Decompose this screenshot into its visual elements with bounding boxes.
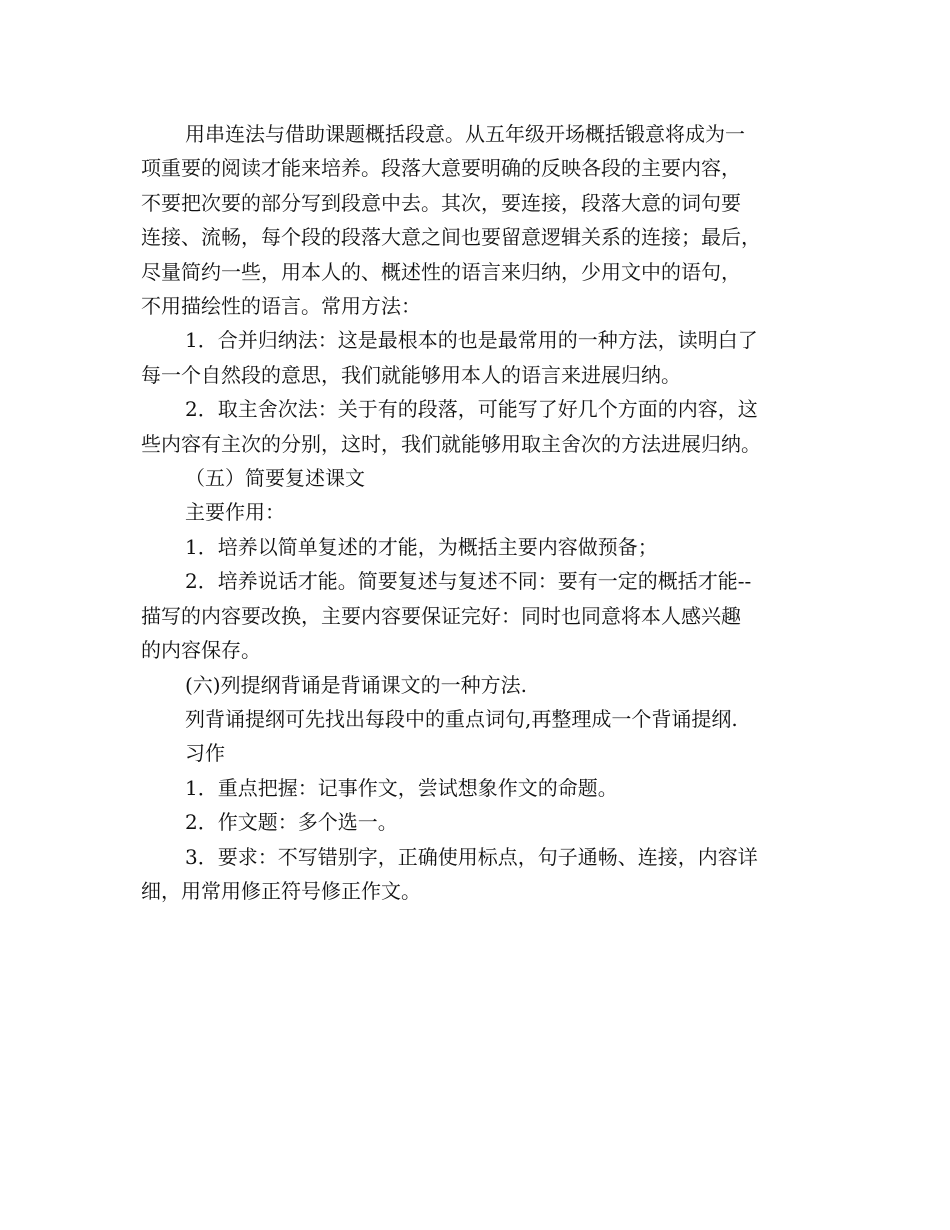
text-line: 2．培养说话才能。简要复述与复述不同：要有一定的概括才能-- <box>185 569 752 594</box>
text-line: 不用描绘性的语言。常用方法： <box>141 294 421 319</box>
text-line: （五）简要复述课文 <box>185 466 365 491</box>
paragraph-outline <box>141 702 821 736</box>
text-line: 尽量简约一些，用本人的、概述性的语言来归纳，少用文中的语句， <box>141 259 741 284</box>
text-line: 习作 <box>185 741 225 766</box>
writing-item-3 <box>141 840 821 909</box>
section-heading-outline <box>141 668 821 702</box>
text-line: 项重要的阅读才能来培养。段落大意要明确的反映各段的主要内容， <box>141 156 741 181</box>
text-line: 主要作用： <box>185 500 285 525</box>
list-item-2 <box>141 564 821 667</box>
text-line: 细，用常用修正符号修正作文。 <box>141 878 421 903</box>
writing-item-1 <box>141 771 821 805</box>
text-line: 些内容有主次的分别，这时，我们就能够用取主舍次的方法进展归纳。 <box>141 431 761 456</box>
document-page <box>141 117 821 908</box>
text-line: 1．重点把握：记事作文，尝试想象作文的命题。 <box>185 775 618 800</box>
paragraph-main-function <box>141 495 821 529</box>
writing-item-2 <box>141 805 821 839</box>
text-line: 的内容保存。 <box>141 638 261 663</box>
text-line: 每一个自然段的意思，我们就能够用本人的语言来进展归纳。 <box>141 362 681 387</box>
list-item-1 <box>141 530 821 564</box>
paragraph-main-secondary-method <box>141 392 821 461</box>
text-line: 用串连法与借助课题概括段意。从五年级开场概括锻意将成为一 <box>185 122 745 146</box>
text-line: (六)列提纲背诵是背诵课文的一种方法. <box>185 672 527 697</box>
text-line: 2．作文题：多个选一。 <box>185 810 398 835</box>
text-line: 连接、流畅，每个段的段落大意之间也要留意逻辑关系的连接；最后， <box>141 225 761 250</box>
paragraph-summary-method <box>141 117 821 323</box>
section-heading-retelling <box>141 461 821 495</box>
text-line: 1．培养以简单复述的才能，为概括主要内容做预备； <box>185 534 658 559</box>
paragraph-merge-method <box>141 323 821 392</box>
section-heading-writing <box>141 736 821 770</box>
text-line: 不要把次要的部分写到段意中去。其次，要连接，段落大意的词句要 <box>141 190 741 215</box>
text-line: 2．取主舍次法：关于有的段落，可能写了好几个方面的内容，这 <box>185 397 758 422</box>
text-line: 描写的内容要改换，主要内容要保证完好：同时也同意将本人感兴趣 <box>141 603 741 628</box>
text-line: 1．合并归纳法：这是最根本的也是最常用的一种方法，读明白了 <box>185 328 758 353</box>
text-line: 3．要求：不写错别字，正确使用标点，句子通畅、连接，内容详 <box>185 844 758 869</box>
text-line: 列背诵提纲可先找出每段中的重点词句,再整理成一个背诵提纲. <box>185 706 738 731</box>
